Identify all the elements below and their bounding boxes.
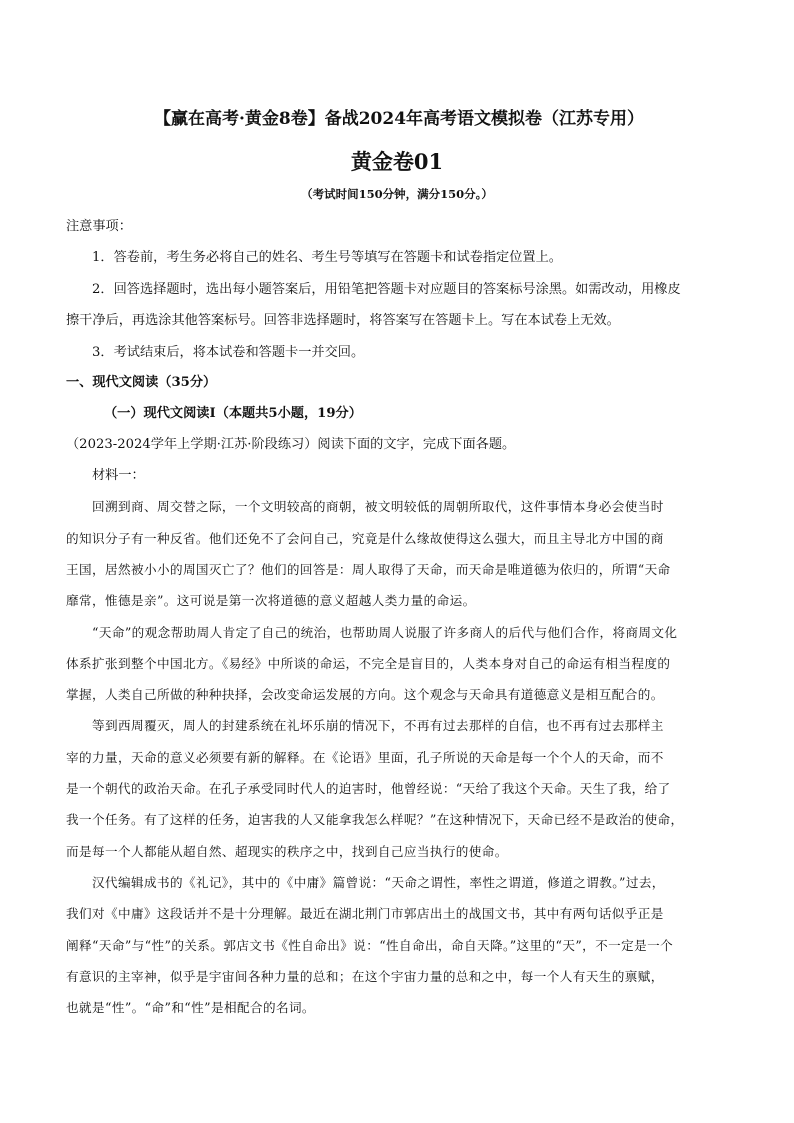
passage-line: 我一个任务。有了这样的任务，迫害我的人又能拿我怎么样呢？”在这种情况下，天命已经不是政治的使命，	[66, 812, 684, 827]
passage-line: 靡常，惟德是亲”。这可说是第一次将道德的意义超越人类力量的命运。	[66, 593, 476, 608]
passage-line: 阐释“天命”与“性”的关系。郭店文书《性自命出》说：“性自命出，命自天降。”这里的“天”，不一定是一个	[66, 938, 674, 953]
passage-line: “天命”的观念帮助周人肯定了自己的统治，也帮助周人说服了许多商人的后代与他们合作，将商周文化	[92, 625, 678, 640]
passage-line: 也就是“性”。“命”和“性”是相配合的名词。	[66, 1000, 315, 1015]
material-label: 材料一：	[92, 468, 145, 483]
sub-section-heading: （一）现代文阅读Ⅰ（本题共5小题，19分）	[104, 406, 362, 421]
passage-line: 汉代编辑成书的《礼记》，其中的《中庸》篇曾说：“天命之谓性，率性之谓道，修道之谓教。”过去，	[92, 875, 665, 890]
passage-line: 掌握，人类自己所做的种种抉择，会改变命运发展的方向。这个观念与天命具有道德意义是相互配合的。	[66, 687, 664, 702]
passage-line: 回溯到商、周交替之际，一个文明较高的商朝，被文明较低的周朝所取代，这件事情本身必会使当时	[92, 499, 664, 514]
passage-line: 的知识分子有一种反省。他们还免不了会问自己，究竟是什么缘故使得这么强大，而且主导北方中国的商	[66, 531, 664, 546]
passage-line: 王国，居然被小小的周国灭亡了？他们的回答是：周人取得了天命，而天命是唯道德为依归的，所谓“天命	[66, 562, 671, 577]
passage-line: 是一个朝代的政治天命。在孔子承受同时代人的迫害时，他曾经说：“天给了我这个天命。天生了我，给了	[66, 781, 671, 796]
reading-instruction: （2023-2024学年上学期·江苏·阶段练习）阅读下面的文字，完成下面各题。	[66, 437, 516, 452]
header-title-line: 【赢在高考·黄金8卷】备战2024年高考语文模拟卷（江苏专用）	[153, 109, 645, 129]
notice-heading: 注意事项：	[66, 219, 132, 234]
notice-item-cont: 擦干净后，再选涂其他答案标号。回答非选择题时，将答案写在答题卡上。写在本试卷上无效。	[66, 313, 620, 328]
passage-line: 等到西周覆灭，周人的封建系统在礼坏乐崩的情况下，不再有过去那样的自信，也不再有过去那样主	[92, 718, 664, 733]
passage-line: 而是每一个人都能从超自然、超现实的秩序之中，找到自己应当执行的使命。	[66, 844, 508, 859]
main-title: 黄金卷01	[350, 149, 444, 174]
exam-info: （考试时间150分钟，满分150分。）	[301, 187, 493, 201]
notice-item: 1．答卷前，考生务必将自己的姓名、考生号等填写在答题卡和试卷指定位置上。	[92, 250, 562, 265]
section-heading: 一、现代文阅读（35分）	[66, 375, 217, 390]
notice-item: 2．回答选择题时，选出每小题答案后，用铅笔把答题卡对应题目的答案标号涂黑。如需改动，用橡皮	[92, 282, 681, 297]
passage-line: 有意识的主宰神，似乎是宇宙间各种力量的总和；在这个宇宙力量的总和之中，每一个人有天生的禀赋，	[66, 969, 664, 984]
passage-line: 我们对《中庸》这段话并不是十分理解。最近在湖北荆门市郭店出土的战国文书，其中有两句话似乎正是	[66, 906, 664, 921]
notice-item: 3．考试结束后，将本试卷和答题卡一并交回。	[92, 345, 365, 360]
passage-line: 宰的力量，天命的意义必须要有新的解释。在《论语》里面，孔子所说的天命是每一个个人的天命，而不	[66, 750, 664, 765]
passage-line: 体系扩张到整个中国北方。《易经》中所谈的命运，不完全是盲目的，人类本身对自己的命运有相当程度的	[66, 656, 671, 671]
